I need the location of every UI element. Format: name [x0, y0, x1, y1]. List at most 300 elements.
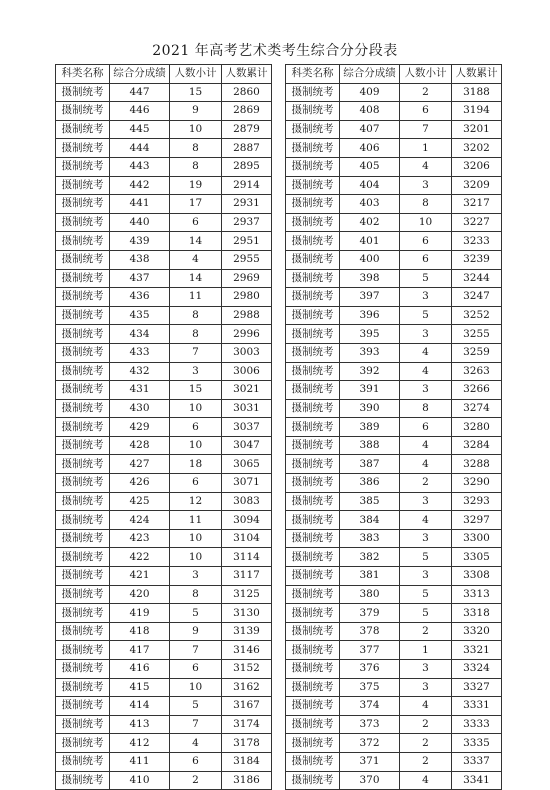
- cell-score: 388: [340, 436, 400, 455]
- cell-category: 摄制统考: [286, 418, 340, 437]
- cell-count: 8: [170, 157, 222, 176]
- cell-category: 摄制统考: [286, 529, 340, 548]
- table-row: [56, 474, 272, 493]
- table-row: [56, 213, 272, 232]
- cell-category: 摄制统考: [286, 399, 340, 418]
- cell-count: 3: [400, 567, 452, 586]
- cell-score: 407: [340, 120, 400, 139]
- cell-cumulative: 3152: [222, 660, 272, 679]
- cell-cumulative: 2955: [222, 250, 272, 269]
- score-table-left: [55, 64, 272, 790]
- cell-cumulative: 3186: [222, 771, 272, 790]
- table-row: [56, 511, 272, 530]
- table-row: [56, 697, 272, 716]
- cell-category: 摄制统考: [286, 715, 340, 734]
- cell-cumulative: 3188: [452, 83, 502, 102]
- cell-score: 390: [340, 399, 400, 418]
- table-row: [56, 250, 272, 269]
- cell-cumulative: 3331: [452, 697, 502, 716]
- cell-cumulative: 3255: [452, 325, 502, 344]
- cell-count: 14: [170, 269, 222, 288]
- cell-category: 摄制统考: [56, 548, 110, 567]
- table-row: [56, 622, 272, 641]
- table-header-row: [56, 65, 272, 84]
- cell-score: 432: [110, 362, 170, 381]
- cell-count: 4: [400, 697, 452, 716]
- cell-score: 428: [110, 436, 170, 455]
- cell-category: 摄制统考: [286, 474, 340, 493]
- cell-category: 摄制统考: [56, 529, 110, 548]
- cell-score: 372: [340, 734, 400, 753]
- cell-cumulative: 3114: [222, 548, 272, 567]
- cell-category: 摄制统考: [286, 362, 340, 381]
- table-row: [286, 176, 502, 195]
- cell-score: 393: [340, 343, 400, 362]
- cell-category: 摄制统考: [286, 250, 340, 269]
- cell-count: 6: [400, 232, 452, 251]
- cell-category: 摄制统考: [56, 195, 110, 214]
- cell-count: 8: [170, 585, 222, 604]
- table-header-row: [286, 65, 502, 84]
- cell-cumulative: 3293: [452, 492, 502, 511]
- cell-cumulative: 3021: [222, 381, 272, 400]
- cell-count: 9: [170, 102, 222, 121]
- cell-category: 摄制统考: [56, 604, 110, 623]
- cell-cumulative: 3178: [222, 734, 272, 753]
- table-row: [286, 511, 502, 530]
- cell-count: 4: [170, 734, 222, 753]
- score-table-right: [285, 64, 502, 790]
- table-row: [286, 250, 502, 269]
- cell-category: 摄制统考: [286, 734, 340, 753]
- cell-count: 3: [400, 325, 452, 344]
- cell-cumulative: 3139: [222, 622, 272, 641]
- cell-score: 387: [340, 455, 400, 474]
- cell-score: 427: [110, 455, 170, 474]
- table-row: [56, 343, 272, 362]
- table-row: [286, 269, 502, 288]
- cell-category: 摄制统考: [286, 176, 340, 195]
- table-row: [286, 232, 502, 251]
- cell-score: 377: [340, 641, 400, 660]
- cell-score: 445: [110, 120, 170, 139]
- table-row: [56, 678, 272, 697]
- cell-category: 摄制统考: [286, 548, 340, 567]
- cell-score: 444: [110, 139, 170, 158]
- cell-category: 摄制统考: [286, 269, 340, 288]
- cell-score: 443: [110, 157, 170, 176]
- table-row: [286, 213, 502, 232]
- cell-count: 4: [400, 511, 452, 530]
- cell-count: 15: [170, 83, 222, 102]
- cell-count: 4: [400, 362, 452, 381]
- cell-category: 摄制统考: [56, 83, 110, 102]
- cell-count: 7: [400, 120, 452, 139]
- cell-score: 376: [340, 660, 400, 679]
- cell-count: 3: [400, 660, 452, 679]
- cell-category: 摄制统考: [286, 604, 340, 623]
- cell-category: 摄制统考: [286, 752, 340, 771]
- cell-count: 10: [170, 678, 222, 697]
- cell-cumulative: 3162: [222, 678, 272, 697]
- cell-cumulative: 2951: [222, 232, 272, 251]
- cell-category: 摄制统考: [286, 511, 340, 530]
- cell-cumulative: 3247: [452, 288, 502, 307]
- table-row: [56, 436, 272, 455]
- cell-cumulative: 3104: [222, 529, 272, 548]
- cell-cumulative: 3233: [452, 232, 502, 251]
- cell-category: 摄制统考: [286, 343, 340, 362]
- cell-cumulative: 3324: [452, 660, 502, 679]
- cell-count: 6: [170, 752, 222, 771]
- cell-category: 摄制统考: [56, 139, 110, 158]
- cell-count: 17: [170, 195, 222, 214]
- cell-category: 摄制统考: [56, 678, 110, 697]
- cell-cumulative: 3209: [452, 176, 502, 195]
- table-row: [56, 399, 272, 418]
- cell-score: 421: [110, 567, 170, 586]
- cell-cumulative: 2988: [222, 306, 272, 325]
- table-row: [56, 288, 272, 307]
- cell-score: 417: [110, 641, 170, 660]
- cell-score: 423: [110, 529, 170, 548]
- cell-category: 摄制统考: [286, 771, 340, 790]
- cell-count: 3: [170, 362, 222, 381]
- header-score: 综合分成绩: [340, 65, 400, 84]
- cell-score: 371: [340, 752, 400, 771]
- cell-category: 摄制统考: [56, 641, 110, 660]
- cell-category: 摄制统考: [286, 436, 340, 455]
- cell-count: 6: [400, 250, 452, 269]
- cell-score: 430: [110, 399, 170, 418]
- table-row: [286, 306, 502, 325]
- cell-count: 5: [170, 604, 222, 623]
- cell-cumulative: 3284: [452, 436, 502, 455]
- cell-cumulative: 3280: [452, 418, 502, 437]
- cell-cumulative: 2937: [222, 213, 272, 232]
- cell-cumulative: 3313: [452, 585, 502, 604]
- cell-count: 14: [170, 232, 222, 251]
- cell-score: 398: [340, 269, 400, 288]
- cell-cumulative: 3047: [222, 436, 272, 455]
- table-row: [56, 455, 272, 474]
- cell-cumulative: 3327: [452, 678, 502, 697]
- cell-category: 摄制统考: [56, 418, 110, 437]
- table-row: [56, 604, 272, 623]
- cell-category: 摄制统考: [286, 232, 340, 251]
- cell-cumulative: 3184: [222, 752, 272, 771]
- table-row: [56, 529, 272, 548]
- cell-score: 433: [110, 343, 170, 362]
- table-row: [286, 660, 502, 679]
- cell-category: 摄制统考: [56, 232, 110, 251]
- cell-category: 摄制统考: [56, 511, 110, 530]
- cell-category: 摄制统考: [56, 455, 110, 474]
- header-count: 人数小计: [400, 65, 452, 84]
- cell-category: 摄制统考: [56, 697, 110, 716]
- cell-cumulative: 3335: [452, 734, 502, 753]
- cell-count: 6: [400, 102, 452, 121]
- cell-category: 摄制统考: [286, 622, 340, 641]
- table-row: [286, 567, 502, 586]
- cell-score: 381: [340, 567, 400, 586]
- cell-count: 5: [170, 697, 222, 716]
- cell-score: 397: [340, 288, 400, 307]
- cell-count: 4: [400, 455, 452, 474]
- table-row: [286, 418, 502, 437]
- cell-count: 6: [400, 418, 452, 437]
- cell-cumulative: 2980: [222, 288, 272, 307]
- table-row: [56, 306, 272, 325]
- cell-count: 4: [400, 157, 452, 176]
- cell-cumulative: 2879: [222, 120, 272, 139]
- table-row: [56, 176, 272, 195]
- header-score: 综合分成绩: [110, 65, 170, 84]
- cell-count: 4: [170, 250, 222, 269]
- cell-count: 8: [170, 306, 222, 325]
- cell-score: 429: [110, 418, 170, 437]
- cell-cumulative: 3259: [452, 343, 502, 362]
- cell-category: 摄制统考: [56, 102, 110, 121]
- cell-count: 3: [400, 176, 452, 195]
- cell-cumulative: 3308: [452, 567, 502, 586]
- table-row: [56, 734, 272, 753]
- cell-category: 摄制统考: [286, 455, 340, 474]
- cell-count: 7: [170, 715, 222, 734]
- cell-category: 摄制统考: [286, 697, 340, 716]
- cell-cumulative: 3117: [222, 567, 272, 586]
- cell-score: 439: [110, 232, 170, 251]
- cell-score: 438: [110, 250, 170, 269]
- cell-count: 8: [400, 399, 452, 418]
- cell-score: 373: [340, 715, 400, 734]
- cell-count: 5: [400, 269, 452, 288]
- cell-cumulative: 3125: [222, 585, 272, 604]
- table-row: [56, 548, 272, 567]
- cell-category: 摄制统考: [286, 306, 340, 325]
- cell-cumulative: 2996: [222, 325, 272, 344]
- cell-score: 380: [340, 585, 400, 604]
- table-row: [286, 548, 502, 567]
- cell-category: 摄制统考: [56, 176, 110, 195]
- cell-count: 6: [170, 660, 222, 679]
- cell-score: 396: [340, 306, 400, 325]
- cell-count: 10: [170, 436, 222, 455]
- cell-cumulative: 3031: [222, 399, 272, 418]
- cell-category: 摄制统考: [286, 585, 340, 604]
- cell-category: 摄制统考: [56, 362, 110, 381]
- cell-cumulative: 3094: [222, 511, 272, 530]
- table-row: [286, 102, 502, 121]
- table-row: [286, 771, 502, 790]
- table-row: [56, 585, 272, 604]
- cell-score: 382: [340, 548, 400, 567]
- table-row: [56, 157, 272, 176]
- table-row: [56, 120, 272, 139]
- table-row: [286, 83, 502, 102]
- cell-count: 5: [400, 306, 452, 325]
- cell-category: 摄制统考: [56, 306, 110, 325]
- cell-count: 2: [400, 752, 452, 771]
- cell-count: 10: [170, 529, 222, 548]
- cell-score: 420: [110, 585, 170, 604]
- cell-count: 3: [170, 567, 222, 586]
- cell-category: 摄制统考: [286, 381, 340, 400]
- cell-count: 6: [170, 474, 222, 493]
- table-row: [56, 567, 272, 586]
- cell-score: 384: [340, 511, 400, 530]
- cell-score: 385: [340, 492, 400, 511]
- cell-score: 408: [340, 102, 400, 121]
- cell-category: 摄制统考: [286, 660, 340, 679]
- cell-cumulative: 3227: [452, 213, 502, 232]
- cell-category: 摄制统考: [286, 157, 340, 176]
- table-row: [286, 678, 502, 697]
- cell-cumulative: 3083: [222, 492, 272, 511]
- cell-category: 摄制统考: [286, 641, 340, 660]
- cell-count: 8: [400, 195, 452, 214]
- cell-category: 摄制统考: [56, 752, 110, 771]
- table-row: [286, 622, 502, 641]
- table-row: [56, 771, 272, 790]
- cell-cumulative: 3006: [222, 362, 272, 381]
- cell-score: 374: [340, 697, 400, 716]
- cell-category: 摄制统考: [56, 343, 110, 362]
- cell-count: 10: [170, 548, 222, 567]
- table-row: [286, 641, 502, 660]
- cell-category: 摄制统考: [56, 585, 110, 604]
- cell-score: 437: [110, 269, 170, 288]
- cell-score: 413: [110, 715, 170, 734]
- table-row: [286, 139, 502, 158]
- cell-score: 440: [110, 213, 170, 232]
- cell-score: 406: [340, 139, 400, 158]
- cell-category: 摄制统考: [56, 288, 110, 307]
- cell-count: 11: [170, 288, 222, 307]
- cell-score: 422: [110, 548, 170, 567]
- cell-cumulative: 3206: [452, 157, 502, 176]
- cell-count: 3: [400, 678, 452, 697]
- table-row: [56, 492, 272, 511]
- cell-score: 442: [110, 176, 170, 195]
- cell-score: 425: [110, 492, 170, 511]
- cell-score: 434: [110, 325, 170, 344]
- cell-cumulative: 3201: [452, 120, 502, 139]
- cell-count: 4: [400, 771, 452, 790]
- cell-cumulative: 3321: [452, 641, 502, 660]
- cell-score: 411: [110, 752, 170, 771]
- cell-count: 6: [170, 213, 222, 232]
- cell-count: 2: [400, 715, 452, 734]
- cell-cumulative: 3266: [452, 381, 502, 400]
- cell-score: 404: [340, 176, 400, 195]
- table-row: [286, 715, 502, 734]
- cell-score: 389: [340, 418, 400, 437]
- table-row: [56, 418, 272, 437]
- cell-cumulative: 2914: [222, 176, 272, 195]
- cell-category: 摄制统考: [56, 399, 110, 418]
- cell-category: 摄制统考: [56, 213, 110, 232]
- cell-score: 391: [340, 381, 400, 400]
- cell-category: 摄制统考: [56, 492, 110, 511]
- cell-count: 1: [400, 139, 452, 158]
- cell-score: 415: [110, 678, 170, 697]
- cell-count: 5: [400, 604, 452, 623]
- cell-count: 2: [400, 83, 452, 102]
- table-row: [56, 362, 272, 381]
- cell-cumulative: 3320: [452, 622, 502, 641]
- cell-score: 441: [110, 195, 170, 214]
- cell-score: 400: [340, 250, 400, 269]
- cell-count: 9: [170, 622, 222, 641]
- cell-cumulative: 3174: [222, 715, 272, 734]
- cell-count: 12: [170, 492, 222, 511]
- cell-score: 431: [110, 381, 170, 400]
- table-row: [286, 325, 502, 344]
- cell-category: 摄制统考: [56, 622, 110, 641]
- cell-cumulative: 3146: [222, 641, 272, 660]
- cell-category: 摄制统考: [286, 678, 340, 697]
- page-title: 2021 年高考艺术类考生综合分分段表: [152, 43, 398, 59]
- cell-cumulative: 2869: [222, 102, 272, 121]
- cell-cumulative: 3217: [452, 195, 502, 214]
- cell-count: 11: [170, 511, 222, 530]
- table-row: [286, 381, 502, 400]
- cell-score: 378: [340, 622, 400, 641]
- cell-cumulative: 3252: [452, 306, 502, 325]
- cell-category: 摄制统考: [286, 120, 340, 139]
- cell-score: 383: [340, 529, 400, 548]
- cell-score: 412: [110, 734, 170, 753]
- table-row: [286, 120, 502, 139]
- cell-score: 435: [110, 306, 170, 325]
- cell-count: 3: [400, 529, 452, 548]
- cell-score: 392: [340, 362, 400, 381]
- cell-cumulative: 3130: [222, 604, 272, 623]
- cell-cumulative: 2931: [222, 195, 272, 214]
- cell-count: 5: [400, 548, 452, 567]
- cell-category: 摄制统考: [286, 102, 340, 121]
- cell-count: 10: [400, 213, 452, 232]
- cell-category: 摄制统考: [286, 83, 340, 102]
- cell-cumulative: 2969: [222, 269, 272, 288]
- table-row: [56, 660, 272, 679]
- table-row: [286, 399, 502, 418]
- cell-count: 2: [400, 474, 452, 493]
- cell-count: 3: [400, 288, 452, 307]
- cell-score: 418: [110, 622, 170, 641]
- cell-category: 摄制统考: [56, 381, 110, 400]
- table-row: [56, 381, 272, 400]
- table-row: [286, 752, 502, 771]
- cell-category: 摄制统考: [56, 120, 110, 139]
- cell-cumulative: 3288: [452, 455, 502, 474]
- cell-count: 8: [170, 325, 222, 344]
- cell-cumulative: 3071: [222, 474, 272, 493]
- table-row: [56, 641, 272, 660]
- cell-score: 386: [340, 474, 400, 493]
- cell-score: 414: [110, 697, 170, 716]
- table-row: [286, 734, 502, 753]
- table-row: [286, 343, 502, 362]
- table-row: [56, 83, 272, 102]
- cell-score: 401: [340, 232, 400, 251]
- cell-cumulative: 3239: [452, 250, 502, 269]
- cell-category: 摄制统考: [56, 250, 110, 269]
- table-row: [56, 269, 272, 288]
- cell-count: 19: [170, 176, 222, 195]
- cell-score: 424: [110, 511, 170, 530]
